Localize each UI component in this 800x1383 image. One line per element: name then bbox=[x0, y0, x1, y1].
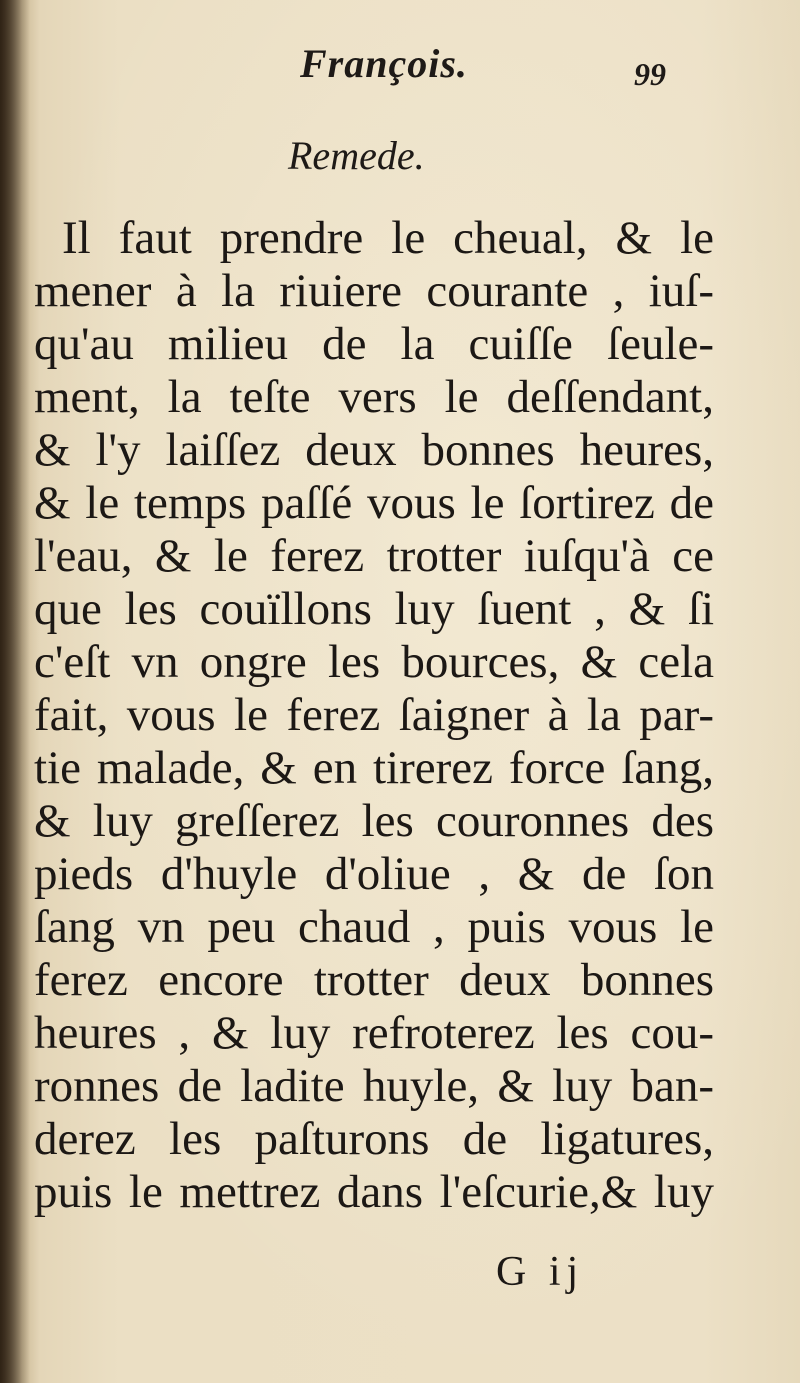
text-line: c'eſt vn ongre les bources, & cela bbox=[34, 636, 714, 688]
text-line: fait, vous le ferez ſaigner à la par- bbox=[34, 689, 714, 741]
text-line: l'eau, & le ferez trotter iuſqu'à ce bbox=[34, 530, 714, 582]
text-line: tie malade, & en tirerez force ſang, bbox=[34, 742, 714, 794]
body-text bbox=[34, 212, 714, 1219]
text-line: puis le mettrez dans l'eſcurie,& luy bbox=[34, 1166, 714, 1218]
text-line: que les couïllons luy ſuent , & ſi bbox=[34, 583, 714, 635]
text-line: ſang vn peu chaud , puis vous le bbox=[34, 901, 714, 953]
text-line: mener à la riuiere courante , iuſ- bbox=[34, 265, 714, 317]
page-number: 99 bbox=[634, 56, 666, 92]
text-line: & l'y laiſſez deux bonnes heures, bbox=[34, 424, 714, 476]
text-line: & luy greſſerez les couronnes des bbox=[34, 795, 714, 847]
signature-mark: G ij bbox=[496, 1249, 585, 1295]
text-line: heures , & luy refroterez les cou- bbox=[34, 1007, 714, 1059]
text-line: ronnes de ladite huyle, & luy ban- bbox=[34, 1060, 714, 1112]
text-line: ferez encore trotter deux bonnes bbox=[34, 954, 714, 1006]
text-line: derez les paſturons de ligatures, bbox=[34, 1113, 714, 1165]
text-line: & le temps paſſé vous le ſortirez de bbox=[34, 477, 714, 529]
binding-gutter bbox=[0, 0, 30, 1383]
section-heading: Remede. bbox=[288, 133, 425, 178]
text-line: Il faut prendre le cheual, & le bbox=[62, 212, 714, 264]
running-head: François. bbox=[300, 41, 468, 86]
text-line: pieds d'huyle d'oliue , & de ſon bbox=[34, 848, 714, 900]
text-line: ment, la teſte vers le deſſendant, bbox=[34, 371, 714, 423]
text-line: qu'au milieu de la cuiſſe ſeule- bbox=[34, 318, 714, 370]
